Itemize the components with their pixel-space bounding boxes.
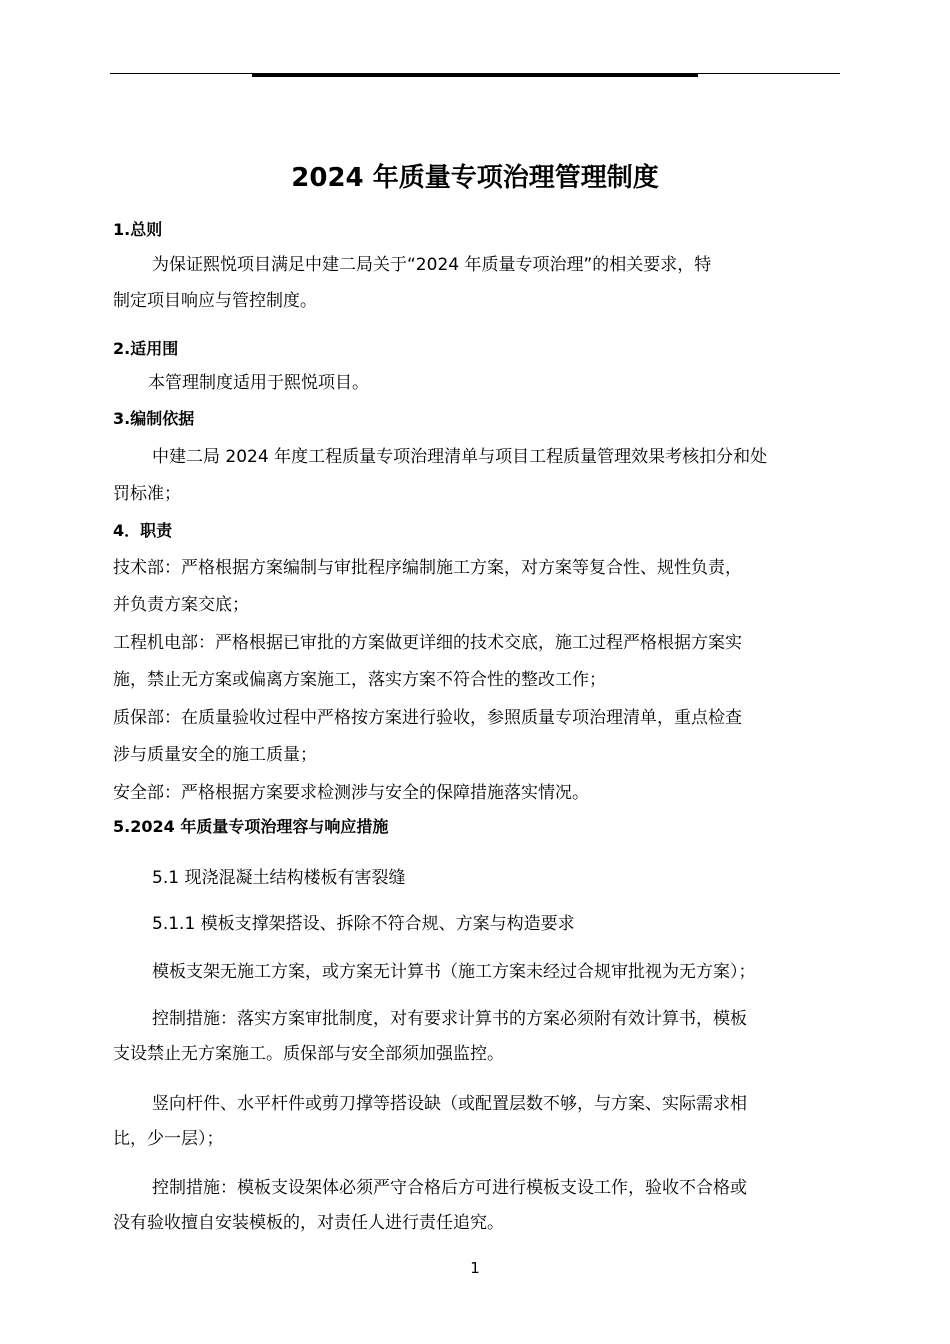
- page-number: 1: [470, 1259, 480, 1277]
- paragraph-line: 中建二局 2024 年度工程质量专项治理清单与项目工程质量管理效果考核扣分和处: [152, 447, 768, 467]
- paragraph-line: 施，禁止无方案或偏离方案施工，落实方案不符合性的整改工作；: [113, 670, 606, 690]
- paragraph-line: 制定项目响应与管控制度。: [113, 291, 317, 311]
- section-heading-general: 1.总则: [113, 220, 163, 239]
- paragraph-line: 比，少一层）；: [113, 1129, 224, 1149]
- paragraph-line: 技术部：严格根据方案编制与审批程序编制施工方案，对方案等复合性、规性负责，: [113, 558, 742, 578]
- section-heading-measures: 5.2024 年质量专项治理容与响应措施: [113, 817, 389, 836]
- paragraph-line: 工程机电部：严格根据已审批的方案做更详细的技术交底，施工过程严格根据方案实: [113, 633, 742, 653]
- paragraph-line: 安全部：严格根据方案要求检测涉与安全的保障措施落实情况。: [113, 783, 589, 803]
- paragraph-line: 控制措施：模板支设架体必须严守合格后方可进行模板支设工作，验收不合格或: [152, 1178, 747, 1198]
- section-heading-duties: 4．职责: [113, 521, 173, 540]
- subsection-heading: 5.1 现浇混凝土结构楼板有害裂缝: [152, 868, 406, 888]
- subsection-heading: 5.1.1 模板支撑架搭设、拆除不符合规、方案与构造要求: [152, 914, 575, 934]
- section-heading-scope: 2.适用围: [113, 339, 179, 358]
- paragraph-line: 罚标准；: [113, 484, 181, 504]
- paragraph-line: 竖向杆件、水平杆件或剪刀撑等搭设缺（或配置层数不够，与方案、实际需求相: [152, 1094, 747, 1114]
- document-title: 2024 年质量专项治理管理制度: [291, 163, 659, 193]
- paragraph-line: 模板支架无施工方案，或方案无计算书（施工方案未经过合规审批视为无方案）；: [152, 962, 756, 982]
- paragraph-line: 没有验收擅自安装模板的，对责任人进行责任追究。: [113, 1213, 504, 1233]
- paragraph-line: 控制措施：落实方案审批制度，对有要求计算书的方案必须附有效计算书，模板: [152, 1009, 747, 1029]
- paragraph-line: 为保证熙悦项目满足中建二局关于“2024 年质量专项治理”的相关要求，特: [152, 255, 712, 275]
- header-rule-thick: [252, 74, 698, 77]
- paragraph-line: 质保部：在质量验收过程中严格按方案进行验收，参照质量专项治理清单，重点检查: [113, 708, 742, 728]
- paragraph-line: 支设禁止无方案施工。质保部与安全部须加强监控。: [113, 1044, 504, 1064]
- paragraph-line: 本管理制度适用于熙悦项目。: [148, 373, 369, 393]
- section-heading-basis: 3.编制依据: [113, 409, 195, 428]
- paragraph-line: 涉与质量安全的施工质量；: [113, 745, 317, 765]
- paragraph-line: 并负责方案交底；: [113, 595, 249, 615]
